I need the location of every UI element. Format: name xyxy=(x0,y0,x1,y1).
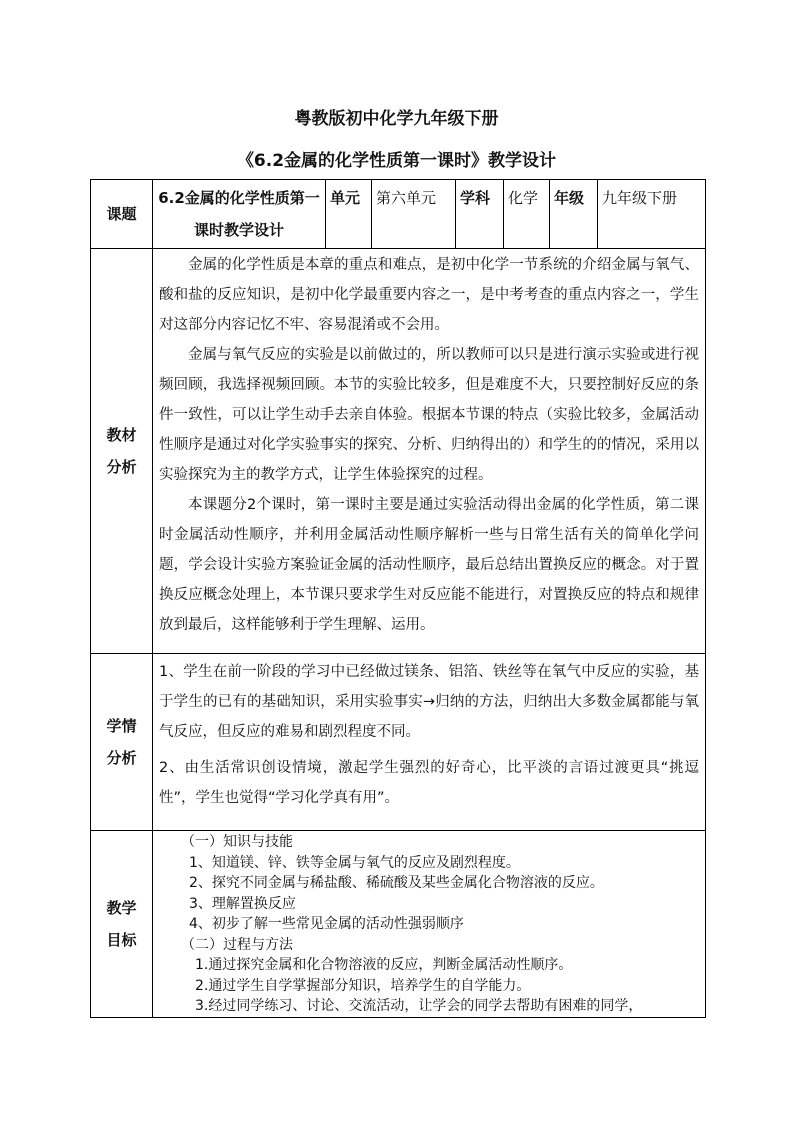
goal-item: 4、初步了解一些常见金属的活动性强弱顺序 xyxy=(189,916,464,932)
textbook-paragraph: 金属的化学性质是本章的重点和难点，是初中化学一节系统的介绍金属与氧气、酸和盐的反应知识，是初中化学最重要内容之一，是中考考查的重点内容之一，学生对这部分内容记忆不牢、容易混淆或不会用。 xyxy=(159,257,699,333)
goal-section-title: （二）过程与方法 xyxy=(181,936,293,953)
header-row xyxy=(91,180,706,249)
teaching-goals-label-text: 教学目标 xyxy=(106,898,137,949)
textbook-paragraph: 金属与氧气反应的实验是以前做过的，所以教师可以只是进行演示实验或进行视频回顾，我选择视频回顾。本节的实验比较多，但是难度不大，只要控制好反应的条件一致性，可以让学生动手去亲自体验。根据本节课的特点（实验比较多，金属活动性顺序是通过对化学实验事实的探究、分析、归纳得出的）和学生的的情况，采用以实验探究为主的教学方式，让学生体验探究的过程。 xyxy=(159,347,699,483)
student-paragraph: 1、学生在前一阶段的学习中已经做过镁条、铝箔、铁丝等在氧气中反应的实验，基于学生的已有的基础知识，采用实验事实→归纳的方法，归纳出大多数金属都能与氧气反应，但反应的难易和剧烈程度不同。 xyxy=(159,664,699,740)
student-analysis-label xyxy=(91,654,153,831)
goal-item: 2、探究不同金属与稀盐酸、稀硫酸及某些金属化合物溶液的反应。 xyxy=(189,875,604,891)
lesson-plan-table xyxy=(90,179,706,1018)
subject-label: 学科 xyxy=(456,180,504,249)
grade-value: 九年级下册 xyxy=(598,180,706,249)
goal-item: 3.经过同学练习、讨论、交流活动，让学会的同学去帮助有困难的同学， xyxy=(195,998,643,1014)
document-subtitle: 《6.2金属的化学性质第一课时》教学设计 xyxy=(236,151,557,171)
unit-label: 单元 xyxy=(326,180,372,249)
goal-item: 1、知道镁、锌、铁等金属与氧气的反应及剧烈程度。 xyxy=(189,854,520,871)
goal-item: 1.通过探究金属和化合物溶液的反应，判断金属活动性顺序。 xyxy=(195,957,573,973)
topic-label: 课题 xyxy=(91,180,153,249)
topic-value: 6.2金属的化学性质第一课时教学设计 xyxy=(153,180,326,249)
document-title: 粤教版初中化学九年级下册 xyxy=(294,109,499,129)
goal-item: 3、理解置换反应 xyxy=(189,895,296,912)
goal-item: 2.通过学生自学掌握部分知识，培养学生的自学能力。 xyxy=(195,977,531,994)
unit-value: 第六单元 xyxy=(372,180,456,249)
textbook-analysis-label-text: 教材分析 xyxy=(106,426,137,476)
student-analysis-label-text: 学情分析 xyxy=(106,717,137,767)
student-analysis-row xyxy=(91,654,706,831)
textbook-analysis-label xyxy=(91,249,153,654)
subject-value: 化学 xyxy=(504,180,550,249)
teaching-goals-label xyxy=(91,831,153,1018)
teaching-goals-row xyxy=(91,831,706,1018)
textbook-analysis-row xyxy=(91,249,706,654)
grade-label: 年级 xyxy=(550,180,598,249)
student-paragraph: 2、由生活常识创设情境，激起学生强烈的好奇心，比平淡的言语过渡更具“挑逗性”，学生也觉得“学习化学真有用”。 xyxy=(159,760,699,806)
goal-section-title: （一）知识与技能 xyxy=(181,834,293,850)
textbook-paragraph: 本课题分2个课时，第一课时主要是通过实验活动得出金属的化学性质，第二课时金属活动性顺序，并利用金属活动性顺序解析一些与日常生活有关的简单化学问题，学会设计实验方案验证金属的活动性顺序，最后总结出置换反应的概念。对于置换反应概念处理上，本节课只要求学生对反应能不能进行，对置换反应的特点和规律放到最后，这样能够利于学生理解、运用。 xyxy=(159,497,699,633)
